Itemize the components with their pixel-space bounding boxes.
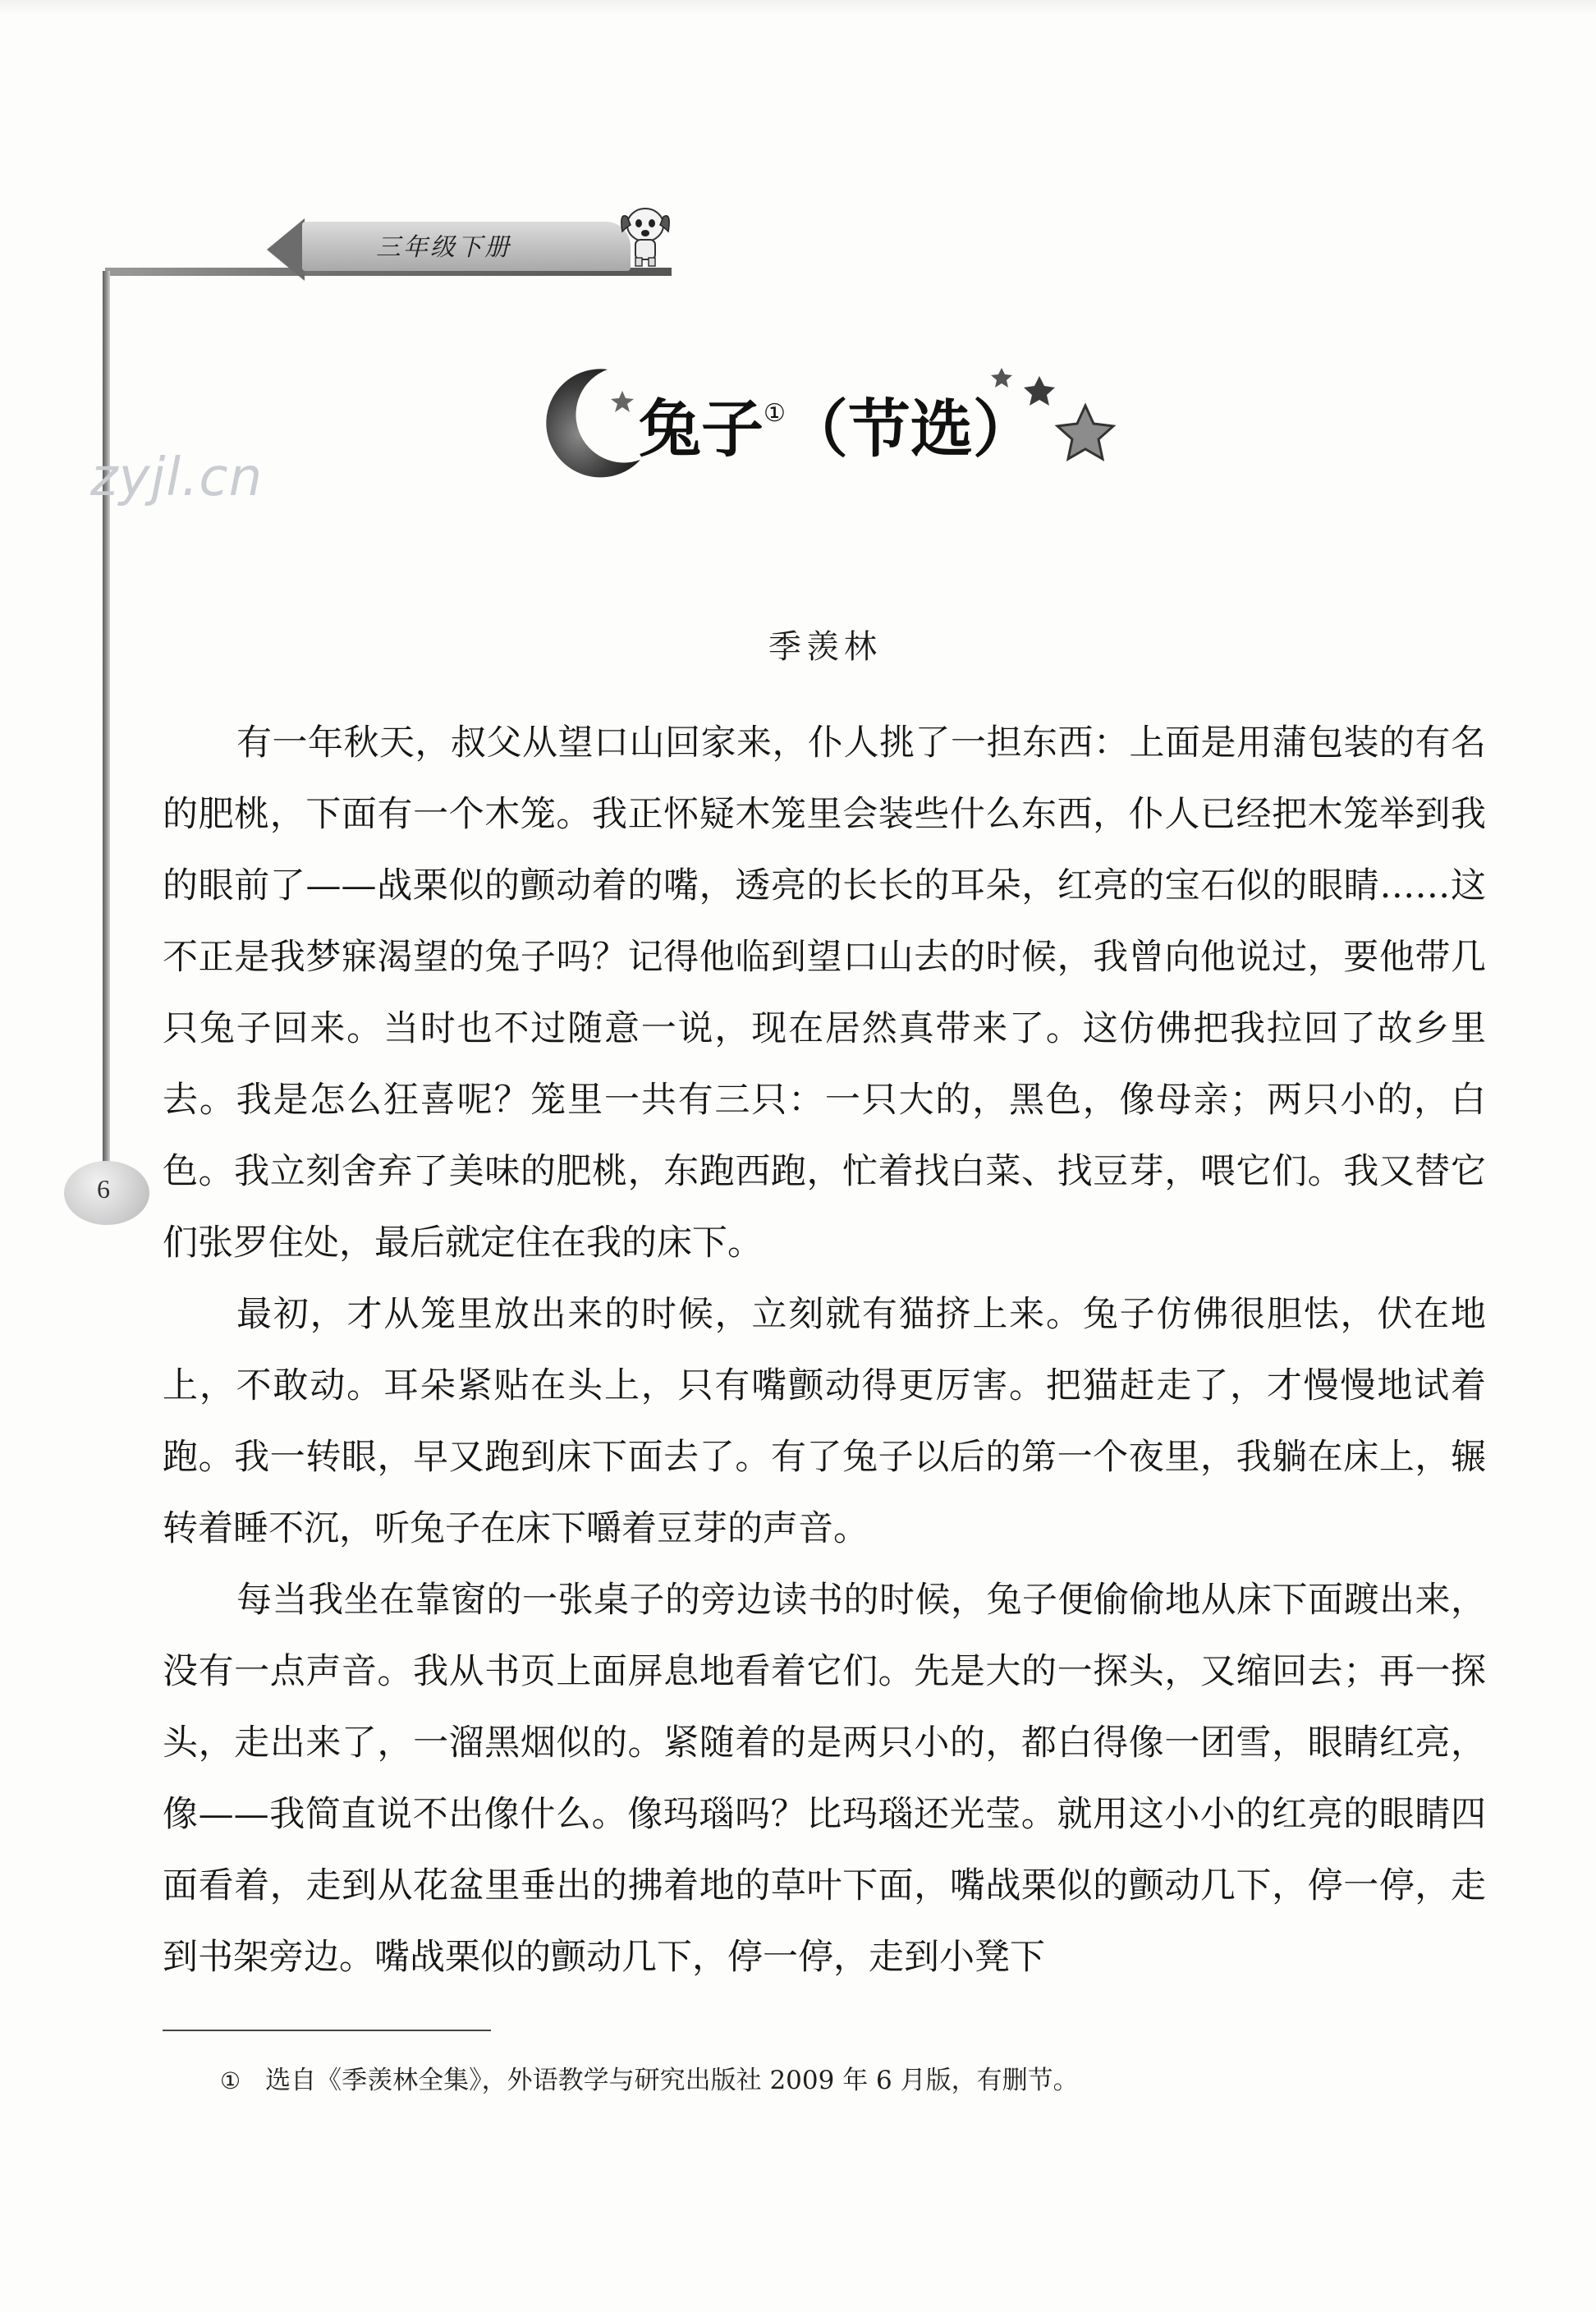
paragraph: 最初，才从笼里放出来的时候，立刻就有猫挤上来。兔子仿佛很胆怯，伏在地上，不敢动。耳朵紧贴在头上，只有嘴颤动得更厉害。把猫赶走了，才慢慢地试着跑。我一转眼，早又跑到床下面去了。有了兔子以后的第一个夜里，我躺在床上，辗转着睡不沉，听兔子在床下嚼着豆芽的声音。 <box>163 1294 1486 1549</box>
footnote <box>220 2059 1079 2096</box>
stars-icon <box>985 361 1125 493</box>
dog-mascot-icon <box>614 187 676 269</box>
grade-label: 三年级下册 <box>376 233 511 262</box>
article-title <box>639 379 1035 469</box>
title-text: 兔子 <box>639 392 764 466</box>
title-note-mark: ① <box>764 399 786 428</box>
footnote-mark: ① <box>220 2067 241 2094</box>
paragraph: 有一年秋天，叔父从望口山回家来，仆人挑了一担东西：上面是用蒲包装的有名的肥桃，下面有一个木笼。我正怀疑木笼里会装些什么东西，仆人已经把木笼举到我的眼前了——战栗似的颤动着的嘴，透亮的长长的耳朵，红亮的宝石似的眼睛……这不正是我梦寐渴望的兔子吗？记得他临到望口山去的时候，我曾向他说过，要他带几只兔子回来。当时也不过随意一说，现在居然真带来了。这仿佛把我拉回了故乡里去。我是怎么狂喜呢？笼里一共有三只：一只大的，黑色，像母亲；两只小的，白色。我立刻舍弃了美味的肥桃，东跑西跑，忙着找白菜、找豆芽，喂它们。我又替它们张罗住处，最后就定住在我的床下。 <box>163 722 1486 1264</box>
scan-edge <box>0 0 1596 15</box>
title-suffix: （节选） <box>785 392 1035 466</box>
footnote-text: 选自《季羡林全集》，外语教学与研究出版社 2009 年 6 月版，有删节。 <box>265 2066 1079 2095</box>
crescent-moon-icon <box>525 361 649 484</box>
author-name: 季羡林 <box>768 628 882 666</box>
footnote-divider <box>163 2030 491 2031</box>
page-number: 6 <box>97 1174 110 1204</box>
paragraph: 每当我坐在靠窗的一张桌子的旁边读书的时候，兔子便偷偷地从床下面踱出来，没有一点声音。我从书页上面屏息地看着它们。先是大的一探头，又缩回去；再一探头，走出来了，一溜黑烟似的。紧随着的是两只小的，都白得像一团雪，眼睛红亮，像——我简直说不出像什么。像玛瑙吗？比玛瑙还光莹。就用这小小的红亮的眼睛四面看着，走到从花盆里垂出的拂着地的草叶下面，嘴战栗似的颤动几下，停一停，走到书架旁边。嘴战栗似的颤动几下，停一停，走到小凳下 <box>163 1580 1486 1978</box>
watermark: zyjl.cn <box>90 447 264 508</box>
margin-rule <box>103 271 110 1207</box>
article-body <box>163 708 1486 1993</box>
header-arrow-icon <box>267 218 305 281</box>
